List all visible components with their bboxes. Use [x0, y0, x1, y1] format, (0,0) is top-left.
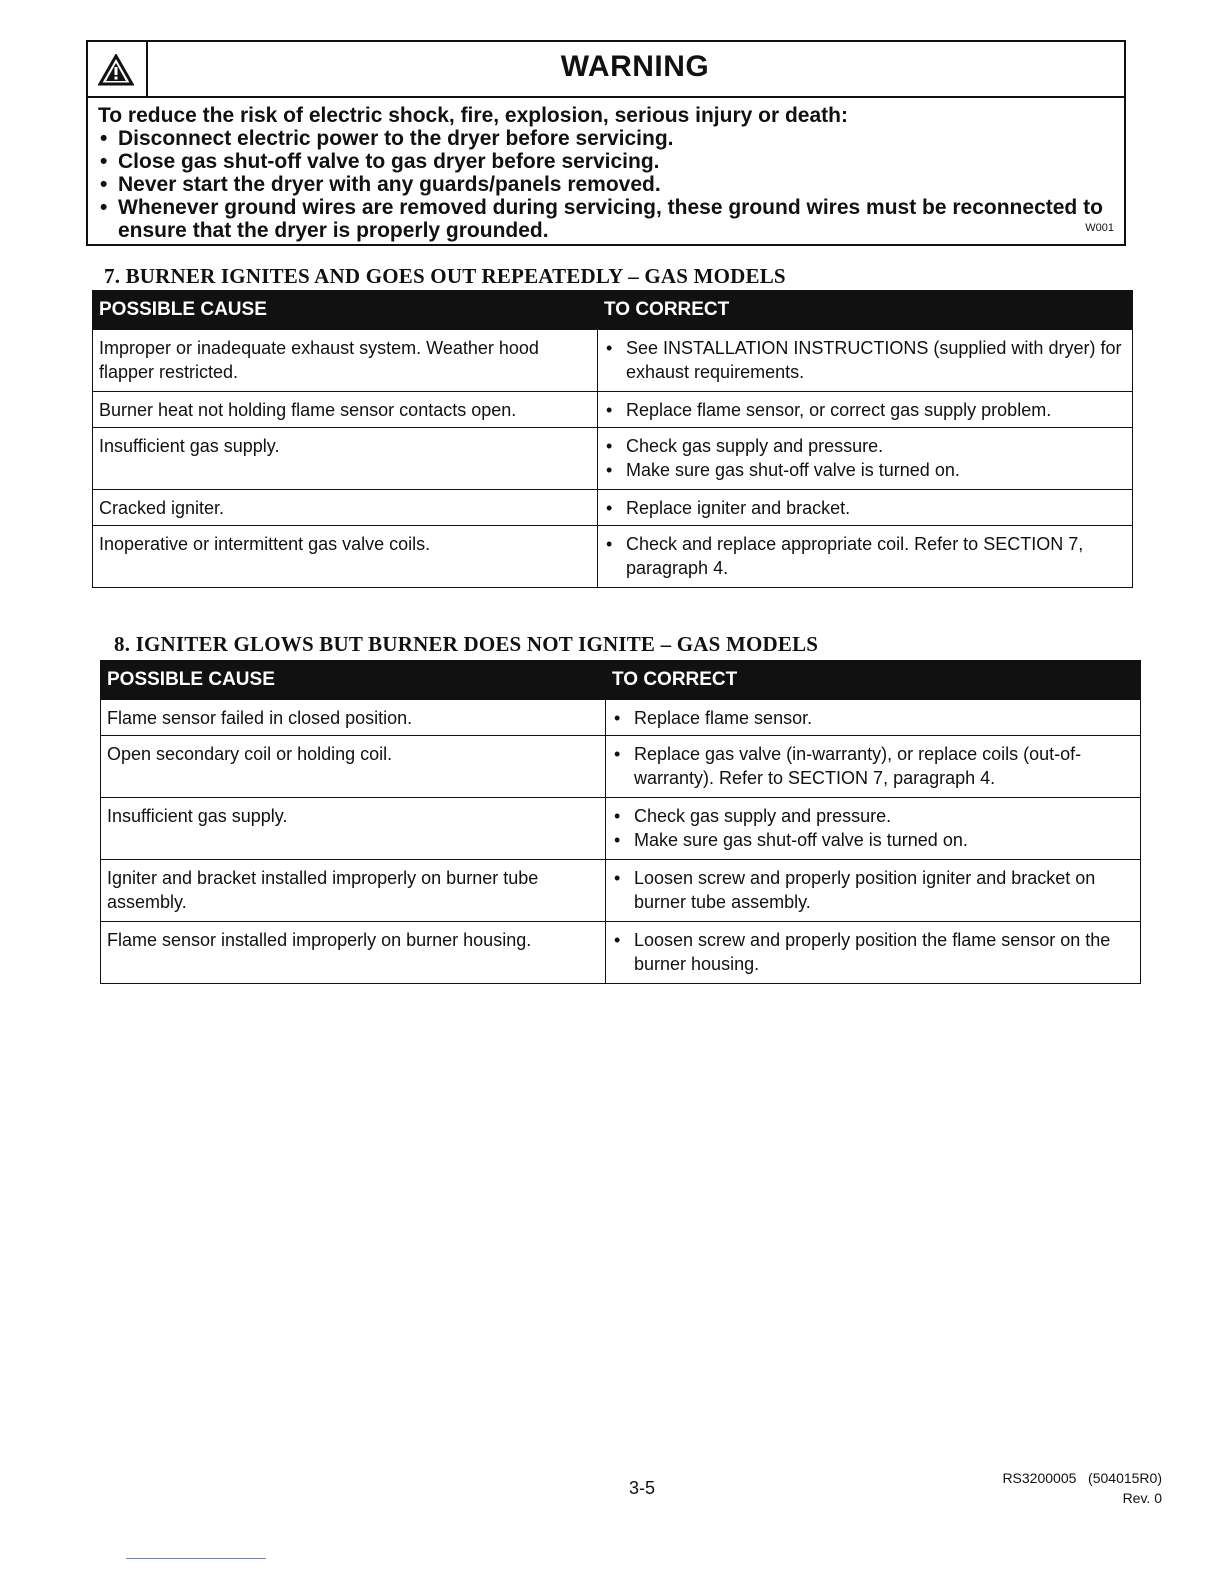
correction-item: • Replace gas valve (in-warranty), or replace coils (out-of-warranty). Refer to SECTION 7, paragraph 4.	[614, 742, 1134, 790]
warning-header	[88, 42, 1124, 98]
table-row	[101, 922, 1141, 984]
correction-item: • Loosen screw and properly position igniter and bracket on burner tube assembly.	[614, 866, 1134, 914]
column-header-correct: TO CORRECT	[598, 291, 1133, 330]
cause-cell: Cracked igniter.	[93, 490, 598, 526]
column-header-cause: POSSIBLE CAUSE	[93, 291, 598, 330]
section-heading: 8. IGNITER GLOWS BUT BURNER DOES NOT IGNITE – GAS MODELS	[114, 632, 819, 656]
cause-cell: Burner heat not holding flame sensor contacts open.	[93, 392, 598, 428]
warning-icon-cell	[88, 42, 148, 96]
troubleshooting-table	[100, 660, 1141, 984]
correction-cell	[598, 392, 1133, 428]
correction-item: • Replace igniter and bracket.	[606, 496, 1126, 520]
warning-triangle-icon	[98, 54, 134, 86]
warning-item: • Close gas shut-off valve to gas dryer before servicing.	[98, 150, 1112, 173]
table-row	[93, 428, 1133, 490]
cause-cell: Inoperative or intermittent gas valve coils.	[93, 526, 598, 588]
correction-item: • Check gas supply and pressure.	[606, 434, 1126, 458]
correction-item: • Check and replace appropriate coil. Refer to SECTION 7, paragraph 4.	[606, 532, 1126, 580]
document-id	[1002, 1468, 1162, 1508]
table-row	[101, 860, 1141, 922]
table-row	[93, 490, 1133, 526]
troubleshooting-table	[92, 290, 1133, 588]
correction-item: • Replace flame sensor.	[614, 706, 1134, 730]
cause-cell: Insufficient gas supply.	[93, 428, 598, 490]
section-heading: 7. BURNER IGNITES AND GOES OUT REPEATEDLY – GAS MODELS	[104, 264, 786, 288]
table-row	[101, 798, 1141, 860]
cause-cell: Open secondary coil or holding coil.	[101, 736, 606, 798]
table-header-row	[93, 291, 1133, 330]
correction-cell	[606, 798, 1141, 860]
cause-cell: Insufficient gas supply.	[101, 798, 606, 860]
cause-cell: Igniter and bracket installed improperly on burner tube assembly.	[101, 860, 606, 922]
document-code: RS3200005 (504015R0)	[1002, 1470, 1162, 1486]
correction-cell	[606, 860, 1141, 922]
correction-item: • See INSTALLATION INSTRUCTIONS (supplied with dryer) for exhaust requirements.	[606, 336, 1126, 384]
table-header-row	[101, 661, 1141, 700]
table-row	[101, 700, 1141, 736]
table-row	[93, 330, 1133, 392]
warning-item: • Disconnect electric power to the dryer before servicing.	[98, 127, 1112, 150]
scan-artifact-line	[126, 1558, 266, 1559]
correction-item: • Make sure gas shut-off valve is turned on.	[606, 458, 1126, 482]
table-row	[93, 392, 1133, 428]
correction-cell	[598, 526, 1133, 588]
warning-body	[98, 104, 1112, 242]
correction-item: • Replace flame sensor, or correct gas supply problem.	[606, 398, 1126, 422]
warning-item: • Whenever ground wires are removed during servicing, these ground wires must be reconnected to ensure that the dryer is properly grounded.	[98, 196, 1112, 242]
warning-intro: To reduce the risk of electric shock, fire, explosion, serious injury or death:	[98, 104, 848, 127]
cause-cell: Improper or inadequate exhaust system. Weather hood flapper restricted.	[93, 330, 598, 392]
correction-cell	[598, 330, 1133, 392]
correction-item: • Check gas supply and pressure.	[614, 804, 1134, 828]
cause-cell: Flame sensor installed improperly on burner housing.	[101, 922, 606, 984]
column-header-correct: TO CORRECT	[606, 661, 1141, 700]
warning-box	[86, 40, 1126, 246]
warning-list	[98, 127, 1112, 242]
correction-cell	[606, 700, 1141, 736]
warning-code: W001	[1085, 222, 1114, 234]
correction-cell	[606, 922, 1141, 984]
correction-cell	[606, 736, 1141, 798]
correction-item: • Make sure gas shut-off valve is turned on.	[614, 828, 1134, 852]
warning-item: • Never start the dryer with any guards/panels removed.	[98, 173, 1112, 196]
correction-item: • Loosen screw and properly position the flame sensor on the burner housing.	[614, 928, 1134, 976]
warning-title: WARNING	[560, 50, 710, 83]
correction-cell	[598, 490, 1133, 526]
cause-cell: Flame sensor failed in closed position.	[101, 700, 606, 736]
table-row	[93, 526, 1133, 588]
table-row	[101, 736, 1141, 798]
column-header-cause: POSSIBLE CAUSE	[101, 661, 606, 700]
correction-cell	[598, 428, 1133, 490]
revision-label: Rev. 0	[1122, 1490, 1162, 1506]
page-number: 3-5	[629, 1478, 656, 1498]
